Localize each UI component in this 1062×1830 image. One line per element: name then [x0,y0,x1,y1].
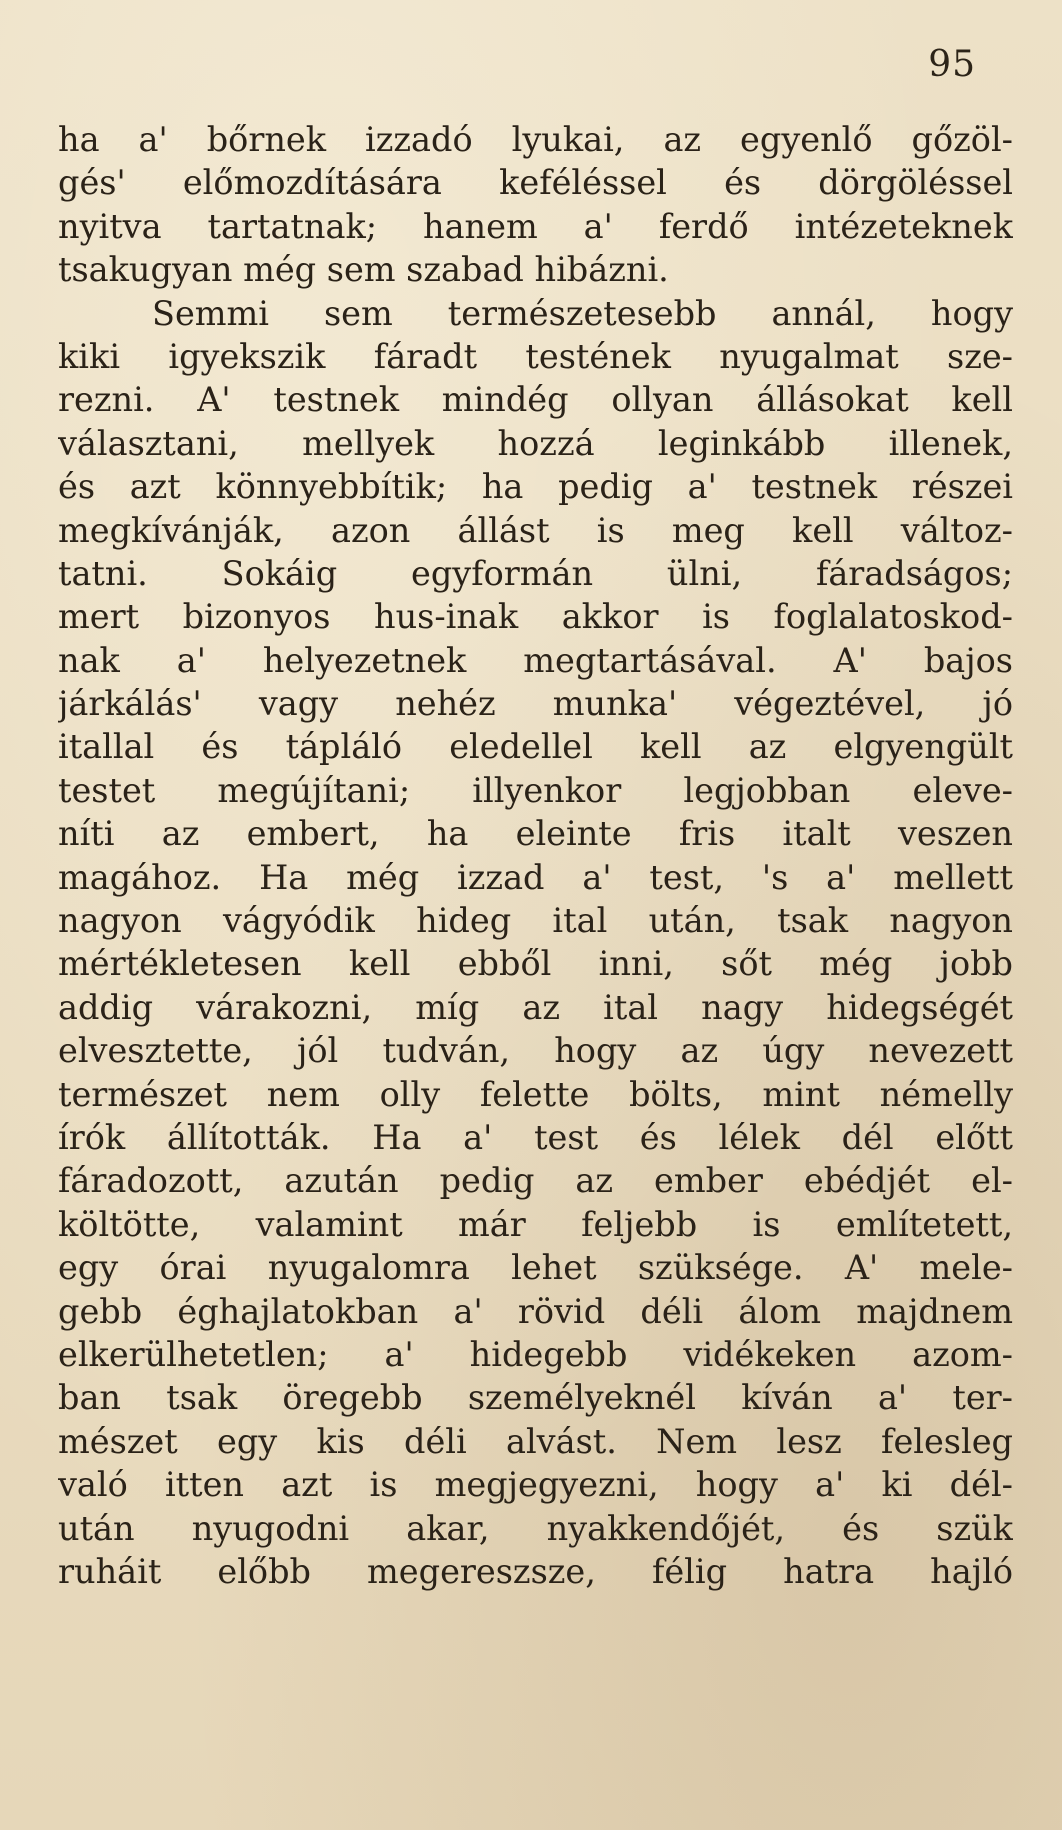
text-line: níti az embert, ha eleinte fris italt veszen [58,814,1013,854]
text-line: tatni. Sokáig egyformán ülni, fáradságos; [58,553,1013,593]
text-line: tsakugyan még sem szabad hibázni. [58,250,669,290]
text-line: elkerülhetetlen; a' hidegebb vidékeken azom- [58,1334,1013,1374]
text-line: nyitva tartatnak; hanem a' ferdő intézeteknek [58,206,1013,246]
body-text [58,118,1013,1593]
text-line: magához. Ha még izzad a' test, 's a' mellett [58,857,1013,897]
page-number: 95 [928,44,976,85]
text-line: írók állították. Ha a' test és lélek dél előtt [58,1117,1013,1157]
text-line: választani, mellyek hozzá leginkább illenek, [58,423,1013,463]
text-line: mészet egy kis déli alvást. Nem lesz felesleg [58,1421,1013,1461]
text-line: egy órai nyugalomra lehet szüksége. A' mele- [58,1248,1013,1288]
text-line: és azt könnyebbítik; ha pedig a' testnek részei [58,467,1013,507]
text-line: fáradozott, azután pedig az ember ebédjét el- [58,1161,1013,1201]
text-line: rezni. A' testnek mindég ollyan állásokat kell [58,380,1013,420]
text-line: természet nem olly felette bölts, mint némelly [58,1074,1013,1114]
text-line: ban tsak öregebb személyeknél kíván a' ter- [58,1378,1013,1418]
text-line: ha a' bőrnek izzadó lyukai, az egyenlő gőzöl- [58,120,1013,159]
text-line: addig várakozni, míg az ital nagy hidegségét [58,987,1013,1027]
text-line: itallal és tápláló eledellel kell az elgyengült [58,727,1013,767]
text-line: való itten azt is megjegyezni, hogy a' ki dél- [58,1465,1013,1505]
text-line: nak a' helyezetnek megtartásával. A' bajos [58,640,1013,680]
text-line: mert bizonyos hus-inak akkor is foglalatoskod- [58,597,1013,637]
text-line: költötte, valamint már feljebb is említetett, [58,1204,1013,1244]
text-line: ruháit előbb megereszsze, félig hatra hajló [58,1551,1013,1591]
text-line: elvesztette, jól tudván, hogy az úgy nevezett [58,1031,1013,1071]
text-line: járkálás' vagy nehéz munka' végeztével, jó [58,684,1013,724]
text-line: gés' előmozdítására keféléssel és dörgöléssel [58,163,1013,203]
text-line: testet megújítani; illyenkor legjobban eleve- [58,770,1013,810]
text-line: kiki igyekszik fáradt testének nyugalmat sze- [58,336,1013,376]
text-line: mértékletesen kell ebből inni, sőt még jobb [58,944,1013,984]
text-line: megkívánják, azon állást is meg kell változ- [58,510,1013,550]
text-line: gebb éghajlatokban a' rövid déli álom majdnem [58,1291,1013,1331]
text-line: nagyon vágyódik hideg ital után, tsak nagyon [58,901,1013,941]
paragraph-start-line: Semmi sem természetesebb annál, hogy [152,293,1013,333]
text-line: után nyugodni akar, nyakkendőjét, és szük [58,1508,1013,1548]
